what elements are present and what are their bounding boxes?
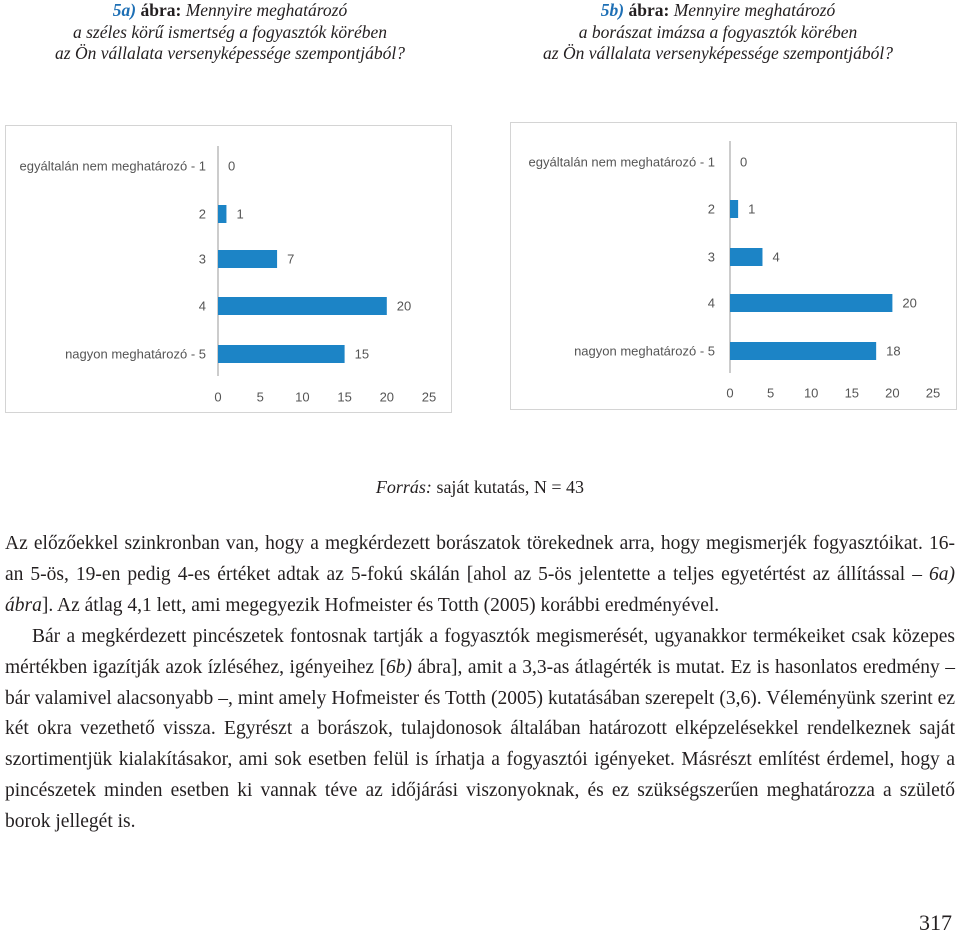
caption-line-3: az Ön vállalata versenyképessége szempontjából?: [543, 43, 893, 63]
chart-5b-box: [510, 122, 957, 410]
value-label: 15: [354, 346, 370, 362]
value-label: 20: [396, 298, 412, 314]
figure-number: 5b): [600, 0, 625, 20]
figure-reference: 6b): [386, 656, 412, 678]
x-tick-label: 15: [844, 385, 860, 401]
bar: [218, 297, 387, 315]
page-number: 317: [919, 910, 952, 935]
category-label: nagyon meghatározó - 5: [574, 343, 715, 359]
bar: [730, 342, 876, 360]
x-tick-label: 0: [726, 385, 734, 401]
value-label: 7: [287, 251, 295, 267]
paragraph-text: Bár a megkérdezett pincészetek fontosnak tartják a fogyasztók megismerését, ugyanakkor termékeiket csak közepes mértékben igazítják azok ízléséhez, igényeihez [: [5, 625, 955, 678]
x-tick-label: 25: [925, 385, 941, 401]
category-label: 2: [707, 201, 715, 217]
bar: [730, 200, 738, 218]
category-label: 2: [198, 206, 206, 222]
value-label: 18: [886, 343, 901, 359]
caption-title: Mennyire meghatározó: [181, 0, 348, 20]
figure-reference: 6a) ábra: [5, 563, 955, 616]
value-label: 0: [228, 158, 236, 174]
category-label: 3: [707, 249, 715, 265]
x-tick-label: 20: [379, 389, 395, 405]
paragraph-text: ábra], amit a 3,3-as átlagérték is mutat. Ez is hasonlatos eredmény – bár valamivel alacsonyabb –, mint amely Hofmeister és Totth (2005) kutatásában szerepelt (3,6). Véleményünk szerint ez két okra vezethető vissza. Egyrészt a borászok, tulajdonosok általában határozott elképzelésekkel rendelkeznek saját szortimentjük kialakításakor, ami sok esetben felül is írhatja a fogyasztói igényeket. Másrészt említést érdemel, hogy a pincészetek minden esetben ki vannak téve az időjárási viszonyoknak, és ez szükségszerűen meghatározza a születő borok jellegét is.: [5, 656, 955, 833]
x-tick-label: 20: [885, 385, 900, 401]
category-label: 4: [707, 295, 715, 311]
figure-caption-5a: [0, 0, 460, 65]
chart-5a: [6, 126, 451, 412]
bar: [730, 294, 892, 312]
category-label: nagyon meghatározó - 5: [65, 346, 206, 362]
value-label: 1: [748, 201, 756, 217]
caption-title: Mennyire meghatározó: [669, 0, 836, 20]
figure-word: ábra:: [136, 0, 182, 20]
x-tick-label: 10: [295, 389, 310, 405]
chart-5b: [511, 123, 956, 409]
body-text: [5, 529, 955, 838]
value-label: 0: [740, 154, 748, 170]
source-note: [0, 475, 960, 499]
bar: [218, 345, 345, 363]
caption-line-2: a borászat imázsa a fogyasztók körében: [578, 21, 858, 42]
category-label: 3: [198, 251, 206, 267]
source-text: saját kutatás, N = 43: [431, 477, 585, 497]
bar: [218, 250, 277, 268]
x-tick-label: 15: [337, 389, 352, 405]
x-tick-label: 0: [214, 389, 222, 405]
figure-caption-5b: [488, 0, 948, 65]
paragraph-text: ]. Az átlag 4,1 lett, ami megegyezik Hofmeister és Totth (2005) korábbi eredményével.: [41, 594, 720, 616]
caption-line-2: a széles körű ismertség a fogyasztók körében: [73, 21, 387, 42]
x-tick-label: 25: [421, 389, 437, 405]
category-label: 4: [198, 298, 206, 314]
bar: [218, 205, 226, 223]
bar: [730, 248, 762, 266]
chart-5a-box: [5, 125, 452, 413]
paragraph-2: [5, 622, 955, 838]
figure-word: ábra:: [624, 0, 670, 20]
caption-line-1: [488, 0, 948, 22]
paragraph-text: Az előzőekkel szinkronban van, hogy a megkérdezett borászatok törekednek arra, hogy megismerjék fogyasztóikat. 16-an 5-ös, 19-en pedig 4-es értéket adtak az 5-fokú skálán [ahol az 5-ös jelentette a teljes egyetértést az állítással –: [5, 533, 955, 585]
figure-number: 5a): [112, 0, 137, 20]
paragraph-1: [5, 529, 955, 622]
value-label: 20: [902, 295, 917, 311]
caption-line-3: az Ön vállalata versenyképessége szempontjából?: [55, 43, 405, 63]
caption-line-1: [0, 0, 460, 22]
source-label: Forrás:: [375, 477, 432, 497]
category-label: egyáltalán nem meghatározó - 1: [528, 154, 715, 170]
x-tick-label: 5: [256, 389, 264, 405]
x-tick-label: 5: [766, 385, 775, 401]
category-label: egyáltalán nem meghatározó - 1: [19, 158, 206, 174]
value-label: 1: [236, 206, 244, 222]
value-label: 4: [772, 249, 780, 265]
x-tick-label: 10: [803, 385, 819, 401]
